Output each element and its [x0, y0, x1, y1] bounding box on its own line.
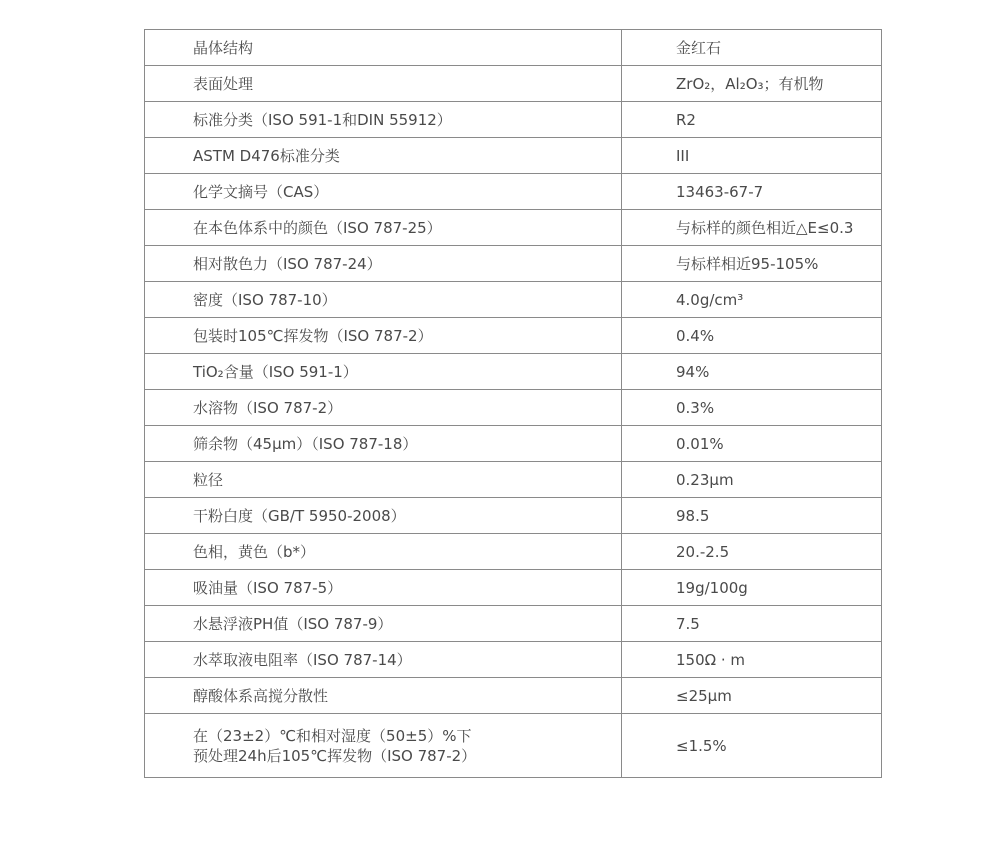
property-value-cell: R2 — [622, 102, 882, 138]
property-value-cell: 与标样相近95-105% — [622, 246, 882, 282]
property-name-cell: 包装时105℃挥发物（ISO 787-2） — [145, 318, 622, 354]
property-name-cell: 筛余物（45μm）（ISO 787-18） — [145, 426, 622, 462]
table-row — [145, 462, 882, 498]
property-value-cell: 4.0g/cm³ — [622, 282, 882, 318]
table-row — [145, 318, 882, 354]
property-name-cell: 粒径 — [145, 462, 622, 498]
table-row — [145, 714, 882, 778]
property-value-cell: 19g/100g — [622, 570, 882, 606]
table-row — [145, 282, 882, 318]
property-value-cell: ZrO₂，Al₂O₃；有机物 — [622, 66, 882, 102]
table-row — [145, 174, 882, 210]
property-name-cell: 相对散色力（ISO 787-24） — [145, 246, 622, 282]
property-name-cell: 标准分类（ISO 591-1和DIN 55912） — [145, 102, 622, 138]
property-name-cell: 色相，黄色（b*） — [145, 534, 622, 570]
property-value-cell: 0.3% — [622, 390, 882, 426]
property-value-cell: 13463-67-7 — [622, 174, 882, 210]
property-value-cell: ≤25μm — [622, 678, 882, 714]
property-value-cell: 20.-2.5 — [622, 534, 882, 570]
table-row — [145, 246, 882, 282]
property-value-cell: 0.4% — [622, 318, 882, 354]
spec-table — [144, 29, 882, 778]
property-value-cell: 0.23μm — [622, 462, 882, 498]
table-row — [145, 210, 882, 246]
property-name-cell: 干粉白度（GB/T 5950-2008） — [145, 498, 622, 534]
property-name-line-1: 在（23±2）℃和相对湿度（50±5）%下 — [193, 726, 472, 745]
property-value-cell: ≤1.5% — [622, 714, 882, 778]
table-row — [145, 390, 882, 426]
property-name-cell — [145, 714, 622, 778]
property-value-cell: 150Ω · m — [622, 642, 882, 678]
property-value-cell: 与标样的颜色相近△E≤0.3 — [622, 210, 882, 246]
table-row — [145, 678, 882, 714]
table-row — [145, 534, 882, 570]
property-value-cell: III — [622, 138, 882, 174]
table-row — [145, 498, 882, 534]
table-row — [145, 570, 882, 606]
property-name-cell: 水萃取液电阻率（ISO 787-14） — [145, 642, 622, 678]
table-row — [145, 606, 882, 642]
property-name-cell: 化学文摘号（CAS） — [145, 174, 622, 210]
property-name-cell: 密度（ISO 787-10） — [145, 282, 622, 318]
table-row — [145, 354, 882, 390]
table-row — [145, 30, 882, 66]
property-value-cell: 94% — [622, 354, 882, 390]
property-name-cell: 醇酸体系高搅分散性 — [145, 678, 622, 714]
property-value-cell: 0.01% — [622, 426, 882, 462]
spec-table-body — [145, 30, 882, 778]
table-row — [145, 642, 882, 678]
property-name-cell: TiO₂含量（ISO 591-1） — [145, 354, 622, 390]
table-row — [145, 102, 882, 138]
property-name-cell: 吸油量（ISO 787-5） — [145, 570, 622, 606]
property-name-cell: ASTM D476标准分类 — [145, 138, 622, 174]
table-row — [145, 426, 882, 462]
property-name-cell: 表面处理 — [145, 66, 622, 102]
property-name-line-2: 预处理24h后105℃挥发物（ISO 787-2） — [193, 746, 477, 765]
property-name-cell: 晶体结构 — [145, 30, 622, 66]
property-value-cell: 7.5 — [622, 606, 882, 642]
table-row — [145, 138, 882, 174]
property-value-cell: 98.5 — [622, 498, 882, 534]
property-name-cell: 在本色体系中的颜色（ISO 787-25） — [145, 210, 622, 246]
table-row — [145, 66, 882, 102]
property-name-cell: 水溶物（ISO 787-2） — [145, 390, 622, 426]
property-name-cell: 水悬浮液PH值（ISO 787-9） — [145, 606, 622, 642]
property-value-cell: 金红石 — [622, 30, 882, 66]
